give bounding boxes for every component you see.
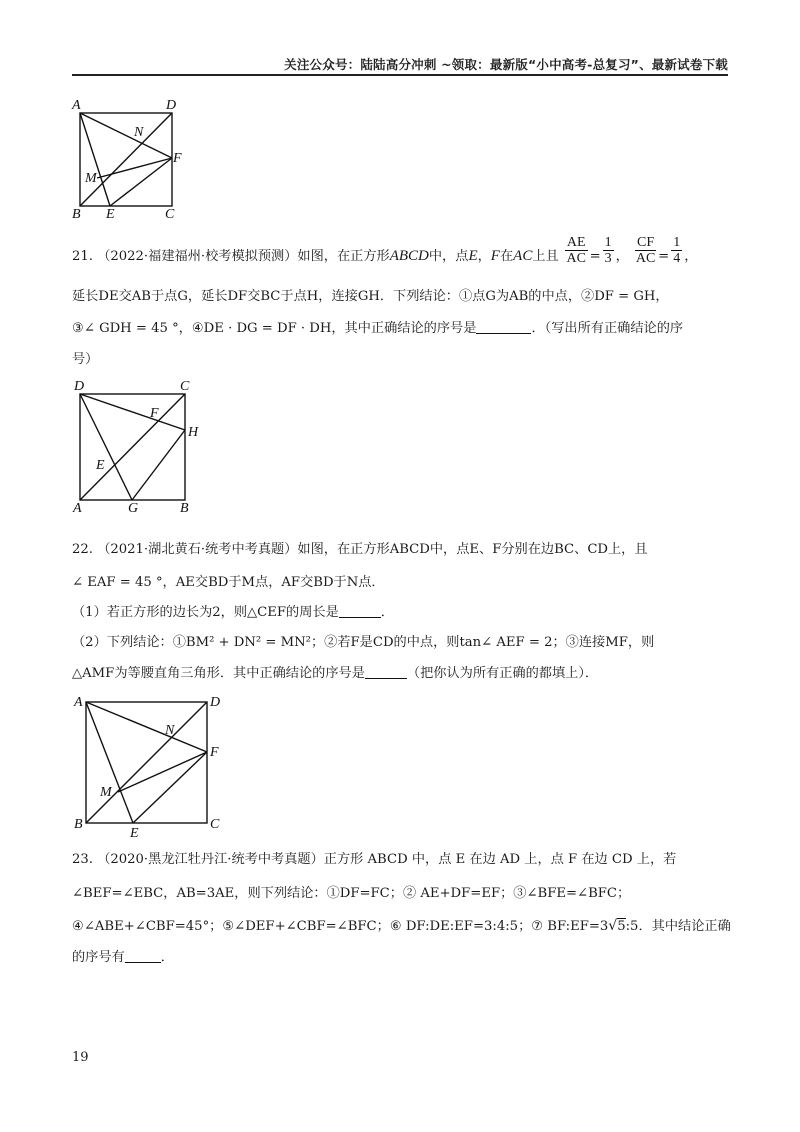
label-F: F <box>173 151 182 166</box>
label-D: D <box>210 695 221 710</box>
label-C: C <box>165 207 175 221</box>
figure-3 <box>70 690 230 844</box>
label-M: M <box>100 785 112 800</box>
label-E: E <box>96 458 105 473</box>
header-text: 关注公众号：陆陆高分冲刺 ~领取：最新版“小中高考-总复习”、最新试卷下载 <box>284 57 728 72</box>
q21-line1: 21. （2022·福建福州·校考模拟预测）如图，在正方形ABCD中，点E，F在AC上且 $\frac{AE}{AC}$ = $\frac{1}{3}$ ， $\frac{CF}{AC}$ = $\frac{1}{4}$ ， <box>72 235 698 266</box>
answer-blank-21[interactable] <box>476 319 531 334</box>
label-D: D <box>74 379 85 394</box>
answer-blank-22-1[interactable] <box>339 603 381 618</box>
label-A: A <box>74 695 83 710</box>
q22-line2: ∠ EAF = 45 °，AE交BD于M点，AF交BD于N点． <box>72 575 385 590</box>
answer-blank-22-2[interactable] <box>365 664 407 679</box>
label-H: H <box>188 425 199 440</box>
q22-line3: （1）若正方形的边长为2，则△CEF的周长是 ． <box>72 605 394 620</box>
label-N: N <box>134 125 144 140</box>
q22-line1: 22. （2021·湖北黄石·统考中考真题）如图，在正方形ABCD中，点E、F分别在边BC、CD上，且 <box>72 542 648 557</box>
fraction-one-third: $\frac{1}{3}$ <box>604 235 612 266</box>
sqrt-radicand: 5 <box>617 919 626 934</box>
page-header <box>72 52 728 76</box>
label-E: E <box>130 826 139 840</box>
label-B: B <box>74 817 83 832</box>
label-B: B <box>180 501 189 516</box>
fraction-cf-ac: $\frac{CF}{AC}$ <box>635 235 656 266</box>
figure-1 <box>70 96 190 225</box>
label-N: N <box>165 723 175 738</box>
q21-line4: 号） <box>72 352 99 367</box>
q21-line3: ③∠ GDH = 45 °，④DE · DG = DF · DH，其中正确结论的序号是 ．（写出所有正确结论的序 <box>72 321 684 336</box>
label-F: F <box>210 745 219 760</box>
fraction-ae-ac: $\frac{AE}{AC}$ <box>566 235 586 266</box>
square-diagram-2 <box>70 378 210 518</box>
label-A: A <box>73 501 82 516</box>
label-C: C <box>210 817 220 832</box>
label-F: F <box>150 406 159 421</box>
square-diagram-3 <box>70 690 230 840</box>
figure-2 <box>70 378 210 522</box>
label-B: B <box>72 207 81 221</box>
q23-line4: 的序号有 ． <box>72 950 174 965</box>
page-number: 19 <box>72 1050 89 1065</box>
q23-line2: ∠BEF=∠EBC，AB=3AE，则下列结论：①DF=FC；② AE+DF=EF；③∠BFE=∠BFC； <box>72 886 631 901</box>
q21-line2: 延长DE交AB于点G，延长DF交BC于点H，连接GH．下列结论：①点G为AB的中点，②DF = GH， <box>72 289 669 304</box>
label-M: M <box>85 171 97 186</box>
label-D: D <box>166 98 177 113</box>
answer-blank-23[interactable] <box>125 948 161 963</box>
q23-line1: 23. （2020·黑龙江牡丹江·统考中考真题）正方形 ABCD 中，点 E 在边 AD 上，点 F 在边 CD 上，若 <box>72 852 677 867</box>
sqrt-sign: √ <box>608 918 618 934</box>
fraction-one-quarter: $\frac{1}{4}$ <box>673 235 681 266</box>
q23-line3: ④∠ABE+∠CBF=45°；⑤∠DEF+∠CBF=∠BFC；⑥ DF:DE:EF=3:4:5；⑦ BF:EF=3√5:5．其中结论正确 <box>72 918 731 934</box>
label-G: G <box>128 501 139 516</box>
label-C: C <box>180 379 190 394</box>
q22-line4: （2）下列结论：①BM² + DN² = MN²；②若F是CD的中点，则tan∠ AEF = 2；③连接MF，则 <box>72 635 655 650</box>
label-A: A <box>72 98 81 113</box>
square-diagram-1 <box>70 96 190 221</box>
q22-line5: △AMF为等腰直角三角形．其中正确结论的序号是 （把你认为所有正确的都填上）． <box>72 666 599 681</box>
label-E: E <box>106 207 115 221</box>
